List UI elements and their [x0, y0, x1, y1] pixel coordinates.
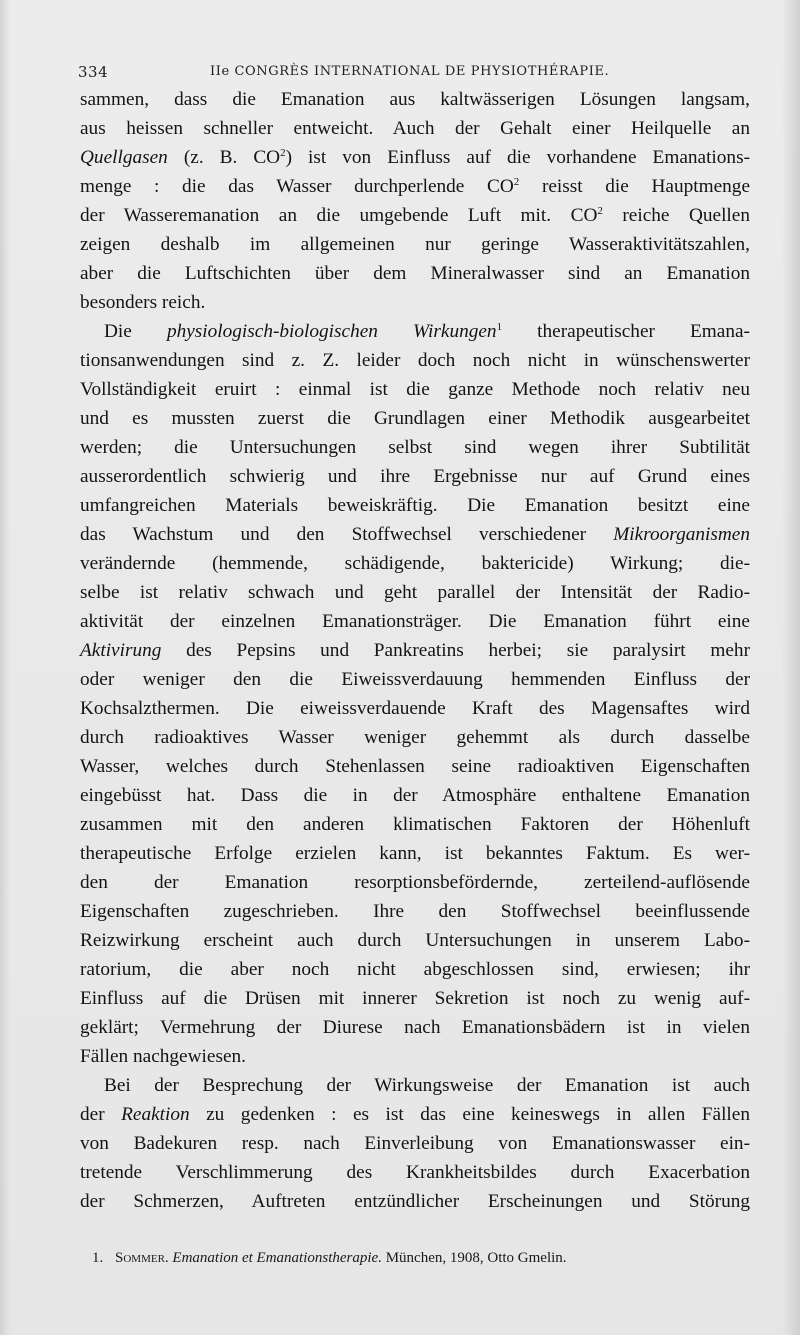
- text-run: und es mussten zuerst die Grundlagen einer Methodik ausgearbeitet: [80, 408, 750, 429]
- footnote-author: Sommer.: [115, 1250, 169, 1266]
- text-run: therapeutischer Emana-: [502, 321, 750, 342]
- text-line: [80, 636, 750, 665]
- text-run: geklärt; Vermehrung der Diurese nach Emanationsbädern ist in vielen: [80, 1017, 750, 1038]
- text-run: Eigenschaften zugeschrieben. Ihre den Stoffwechsel beeinflussende: [80, 901, 750, 922]
- text-line: [80, 1187, 750, 1216]
- text-run: Bei der Besprechung der Wirkungsweise der Emanation ist auch: [104, 1075, 750, 1096]
- text-line: [80, 984, 750, 1013]
- text-run: Die: [104, 321, 167, 342]
- text-line: [80, 346, 750, 375]
- text-line: [80, 1071, 750, 1100]
- page-edge-shadow-right: [782, 0, 800, 1335]
- text-line: [80, 433, 750, 462]
- text-run: aktivität der einzelnen Emanationsträger. Die Emanation führt eine: [80, 611, 750, 632]
- text-line: [80, 549, 750, 578]
- footnote: [92, 1250, 742, 1267]
- text-run: zeigen deshalb im allgemeinen nur geringe Wasseraktivitätszahlen,: [80, 234, 750, 255]
- footnote-publisher: München, 1908, Otto Gmelin.: [385, 1250, 567, 1266]
- text-run: ausserordentlich schwierig und ihre Ergebnisse nur auf Grund eines: [80, 466, 750, 487]
- text-line: [80, 230, 750, 259]
- text-run: selbe ist relativ schwach und geht parallel der Intensität der Radio-: [80, 582, 750, 603]
- text-run: Reizwirkung erscheint auch durch Untersuchungen in unserem Labo-: [80, 930, 750, 951]
- text-run: tionsanwendungen sind z. Z. leider doch noch nicht in wünschenswerter: [80, 350, 750, 371]
- text-line: [80, 665, 750, 694]
- text-line: [80, 1013, 750, 1042]
- text-line: [80, 578, 750, 607]
- text-run: aber die Luftschichten über dem Mineralwasser sind an Emanation: [80, 263, 750, 284]
- text-line: [80, 1100, 750, 1129]
- text-line: [80, 868, 750, 897]
- text-run: der Schmerzen, Auftreten entzündlicher Erscheinungen und Störung: [80, 1191, 750, 1212]
- text-run: das Wachstum und den Stoffwechsel verschiedener: [80, 524, 614, 545]
- text-run: des Pepsins und Pankreatins herbei; sie paralysirt mehr: [161, 640, 750, 661]
- body-text: [80, 85, 750, 1216]
- text-run: zusammen mit den anderen klimatischen Faktoren der Höhenluft: [80, 814, 750, 835]
- text-line: [80, 1042, 750, 1071]
- running-title: IIe CONGRÈS INTERNATIONAL DE PHYSIOTHÉRAPIE.: [210, 64, 610, 79]
- text-line: [80, 85, 750, 114]
- text-line: [80, 781, 750, 810]
- superscript: 2: [280, 147, 286, 159]
- superscript: 2: [597, 205, 603, 217]
- text-run: (z. B. CO: [167, 147, 281, 168]
- text-run: reisst die Hauptmenge: [519, 176, 751, 197]
- text-run: von Badekuren resp. nach Einverleibung von Emanationswasser ein-: [80, 1133, 750, 1154]
- page-header: [78, 60, 750, 84]
- text-run: therapeutische Erfolge erzielen kann, ist bekanntes Faktum. Es wer-: [80, 843, 750, 864]
- text-line: [80, 520, 750, 549]
- text-run: tretende Verschlimmerung des Krankheitsbildes durch Exacerbation: [80, 1162, 750, 1183]
- text-run: sammen, dass die Emanation aus kaltwässerigen Lösungen langsam,: [80, 89, 750, 110]
- text-run: zu gedenken : es ist das eine keineswegs in allen Fällen: [189, 1104, 750, 1125]
- text-line: [80, 404, 750, 433]
- text-line: [80, 607, 750, 636]
- text-run: Einfluss auf die Drüsen mit innerer Sekretion ist noch zu wenig auf-: [80, 988, 750, 1009]
- text-run: der: [80, 1104, 122, 1125]
- text-run: werden; die Untersuchungen selbst sind wegen ihrer Subtilität: [80, 437, 750, 458]
- text-run: Fällen nachgewiesen.: [80, 1046, 246, 1067]
- text-run: eingebüsst hat. Dass die in der Atmosphäre enthaltene Emanation: [80, 785, 750, 806]
- footnote-title: Emanation et Emanationstherapie.: [172, 1250, 382, 1266]
- text-line: [80, 201, 750, 230]
- text-line: [80, 955, 750, 984]
- text-run: reiche Quellen: [602, 205, 750, 226]
- text-run: besonders reich.: [80, 292, 206, 313]
- text-run: oder weniger den die Eiweissverdauung hemmenden Einfluss der: [80, 669, 750, 690]
- superscript: 1: [496, 321, 503, 333]
- text-line: [80, 491, 750, 520]
- text-run: der Wasseremanation an die umgebende Luft mit. CO: [80, 205, 598, 226]
- text-run: verändernde (hemmende, schädigende, baktericide) Wirkung; die-: [80, 553, 750, 574]
- italic-text: Aktivirung: [80, 640, 162, 661]
- text-line: [80, 723, 750, 752]
- paragraph: [80, 1071, 750, 1216]
- text-line: [80, 926, 750, 955]
- text-run: Wasser, welches durch Stehenlassen seine radioaktiven Eigenschaften: [80, 756, 750, 777]
- text-run: ratorium, die aber noch nicht abgeschlossen sind, erwiesen; ihr: [80, 959, 750, 980]
- text-line: [80, 259, 750, 288]
- text-line: [80, 375, 750, 404]
- text-line: [80, 462, 750, 491]
- text-line: [80, 694, 750, 723]
- italic-text: Reaktion: [121, 1104, 190, 1125]
- italic-text: physiologisch-biologischen Wirkungen: [166, 321, 497, 342]
- text-line: [80, 810, 750, 839]
- superscript: 2: [513, 176, 520, 188]
- text-line: [80, 114, 750, 143]
- text-line: [80, 897, 750, 926]
- text-run: den der Emanation resorptionsbefördernde, zerteilend-auflösende: [80, 872, 750, 893]
- page-edge-shadow-left: [0, 0, 10, 1335]
- paragraph: [80, 317, 750, 1071]
- text-line: [80, 839, 750, 868]
- text-run: menge : die das Wasser durchperlende CO: [80, 176, 514, 197]
- text-line: [80, 288, 750, 317]
- italic-text: Mikroorganismen: [613, 524, 750, 545]
- text-run: durch radioaktives Wasser weniger gehemmt als durch dasselbe: [80, 727, 750, 748]
- text-run: umfangreichen Materials beweiskräftig. Die Emanation besitzt eine: [80, 495, 750, 516]
- text-run: Kochsalzthermen. Die eiweissverdauende Kraft des Magensaftes wird: [80, 698, 750, 719]
- footnote-number: 1.: [92, 1250, 104, 1266]
- page-number: 334: [78, 63, 109, 81]
- text-line: [80, 1129, 750, 1158]
- text-line: [80, 317, 750, 346]
- text-run: ) ist von Einfluss auf die vorhandene Emanations-: [285, 147, 750, 168]
- text-line: [80, 143, 750, 172]
- paragraph: [80, 85, 750, 317]
- text-run: aus heissen schneller entweicht. Auch der Gehalt einer Heilquelle an: [80, 118, 750, 139]
- text-line: [80, 172, 750, 201]
- italic-text: Quellgasen: [80, 147, 168, 168]
- text-run: Vollständigkeit eruirt : einmal ist die ganze Methode noch relativ neu: [80, 379, 750, 400]
- text-line: [80, 752, 750, 781]
- text-line: [80, 1158, 750, 1187]
